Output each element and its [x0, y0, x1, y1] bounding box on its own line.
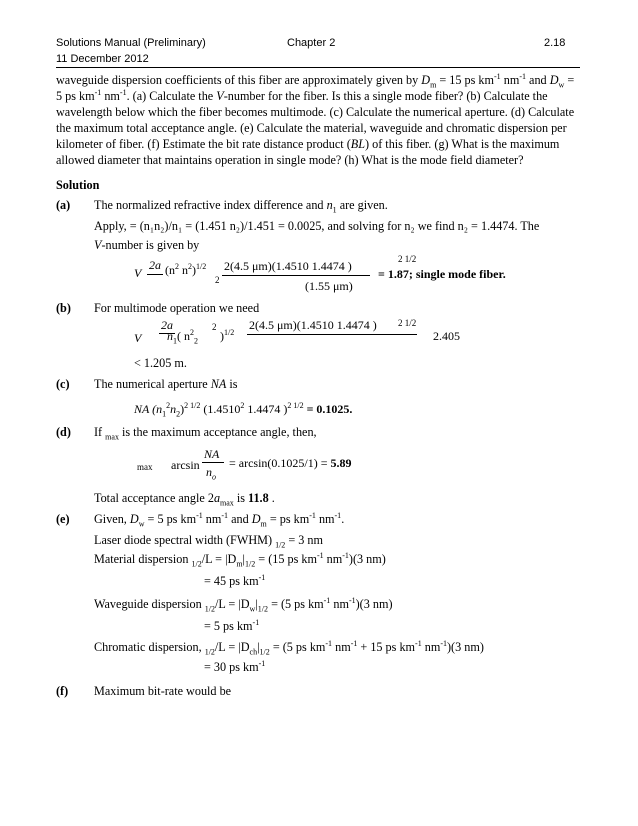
eq-a-frac-small — [147, 274, 163, 275]
header-right: 2.18 — [544, 37, 566, 49]
intro-paragraph: waveguide dispersion coefficients of this fiber are approximately given by $D_m = 15$ ps $km^{-1}$ $nm^{-1}$ and $D_w = 5$ ps $km^{-1}$ $nm^{-1}$. (a) Calculate the V-number for the fiber. Is this a single mode fiber? (b) Calculate the wavelength below which the fiber becomes multimode. (c) Calculate the numerical aperture. (d) Calculate the maximum total acceptance angle. (e) Calculate the material, waveguide and chromatic dispersion per kilometer of fiber. (f) Estimate the bit rate distance product (BL) of this fiber. (g) What is the maximum allowed diameter that maintains operation in single mode? (h) What is the mode field diameter? — [56, 71, 575, 167]
part-e-waveguide: Waveguide dispersion $_{1/2}/L = |D_w|_{1/2} = (5$ ps $km^{-1}$ $nm^{-1})(3$ nm) — [94, 595, 393, 614]
eq-b-2a: 2a — [161, 318, 173, 332]
part-e-material-result: = 45 ps $km^{-1}$ — [204, 572, 266, 588]
part-e-chromatic: Chromatic dispersion, $_{1/2}/L = |D_{ch}|_{1/2} = (5$ ps $km^{-1}$ $nm^{-1} + 15$ ps $km^{-1}$ $nm^{-1})(3$ nm) — [94, 638, 484, 657]
eq-a-2a: 2a — [149, 258, 161, 272]
eq-b-frac-line — [247, 334, 417, 335]
eq-c: NA $(n_1^2n_2)^{2 1/2}$ (1.4510$^2$ 1.4474 )$^{2 1/2}$ = 0.1025. — [134, 401, 353, 419]
eq-d-arcsin: arcsin — [171, 458, 200, 472]
part-d-label: (d) — [56, 425, 71, 439]
eq-b-numerator: 2(4.5 μm)(1.4510 1.4474 ) — [249, 318, 377, 332]
eq-d-max: max — [137, 462, 153, 472]
eq-b-n1: $n_1$( $n^2_2$ — [167, 328, 198, 346]
eq-a-numerator: 2(4.5 μm)(1.4510 1.4474 ) — [224, 259, 352, 273]
eq-a-paren: ($n^2$ $n^2)^{1/2}$ — [165, 262, 207, 277]
part-c-label: (c) — [56, 377, 70, 391]
part-f-line1: Maximum bit-rate would be — [94, 684, 232, 698]
header-date: 11 December 2012 — [56, 53, 149, 65]
eq-b-result: < 1.205 m. — [134, 356, 187, 370]
part-e-material: Material dispersion $_{1/2}/L = |D_m|_{1/2} = (15$ ps $km^{-1}$ $nm^{-1})(3$ nm) — [94, 550, 386, 569]
part-f-label: (f) — [56, 684, 69, 698]
part-e-laser: Laser diode spectral width (FWHM) $_{1/2}$ = 3 nm — [94, 533, 323, 550]
header-rule — [56, 67, 580, 68]
eq-b-V: V — [134, 331, 142, 345]
eq-d-num: NA — [204, 447, 220, 461]
eq-d-frac-line — [202, 462, 224, 463]
eq-a-sup-top: 2 1/2 — [398, 254, 417, 264]
eq-b-sup-top: 2 1/2 — [398, 318, 417, 328]
part-a-line1: The normalized refractive index difference and $n_1$ are given. — [94, 198, 388, 215]
eq-a-V: V — [134, 266, 142, 280]
header-center: Chapter 2 — [287, 37, 336, 49]
part-b-line1: For multimode operation we need — [94, 301, 260, 315]
solution-heading: Solution — [56, 178, 100, 192]
part-e-waveguide-result: = 5 ps $km^{-1}$ — [204, 617, 260, 633]
header-left: Solutions Manual (Preliminary) — [56, 37, 206, 49]
part-d-line1: If $_{max}$ is the maximum acceptance angle, then, — [94, 425, 317, 442]
part-b-label: (b) — [56, 301, 71, 315]
eq-a-sub2: 2 — [215, 275, 220, 285]
part-d-total: Total acceptance angle $2a_{max}$ is 11.8 . — [94, 491, 275, 508]
part-a-line3: V-number is given by — [94, 238, 200, 252]
part-c-line1: The numerical aperture NA is — [94, 377, 238, 391]
eq-a-frac-line — [222, 275, 370, 276]
part-e-chromatic-result: = 30 ps $km^{-1}$ — [204, 658, 266, 674]
eq-b-value: 2.405 — [433, 329, 460, 343]
eq-d-rest: = arcsin(0.1025/1) = 5.89 — [229, 456, 352, 470]
part-e-label: (e) — [56, 512, 70, 526]
part-e-given: Given, $D_w = 5$ ps $km^{-1}$ $nm^{-1}$ and $D_m$ = ps $km^{-1}$ $nm^{-1}$. — [94, 510, 345, 529]
eq-a-denominator: (1.55 μm) — [305, 279, 353, 293]
eq-d-den: $n_o$ — [206, 465, 216, 482]
part-a-label: (a) — [56, 198, 71, 212]
eq-b-half: )$^{1/2}$ — [220, 328, 235, 343]
eq-a-result: = 1.87; single mode fiber. — [378, 267, 506, 281]
part-a-line2: Apply, = (n₁n₂)/n₁ = (1.451 n₂)/1.451 = 0.0025, and solving for n₂ we find n₂ = 1.4474. The — [94, 219, 540, 233]
eq-b-sup2: 2 — [212, 322, 217, 332]
